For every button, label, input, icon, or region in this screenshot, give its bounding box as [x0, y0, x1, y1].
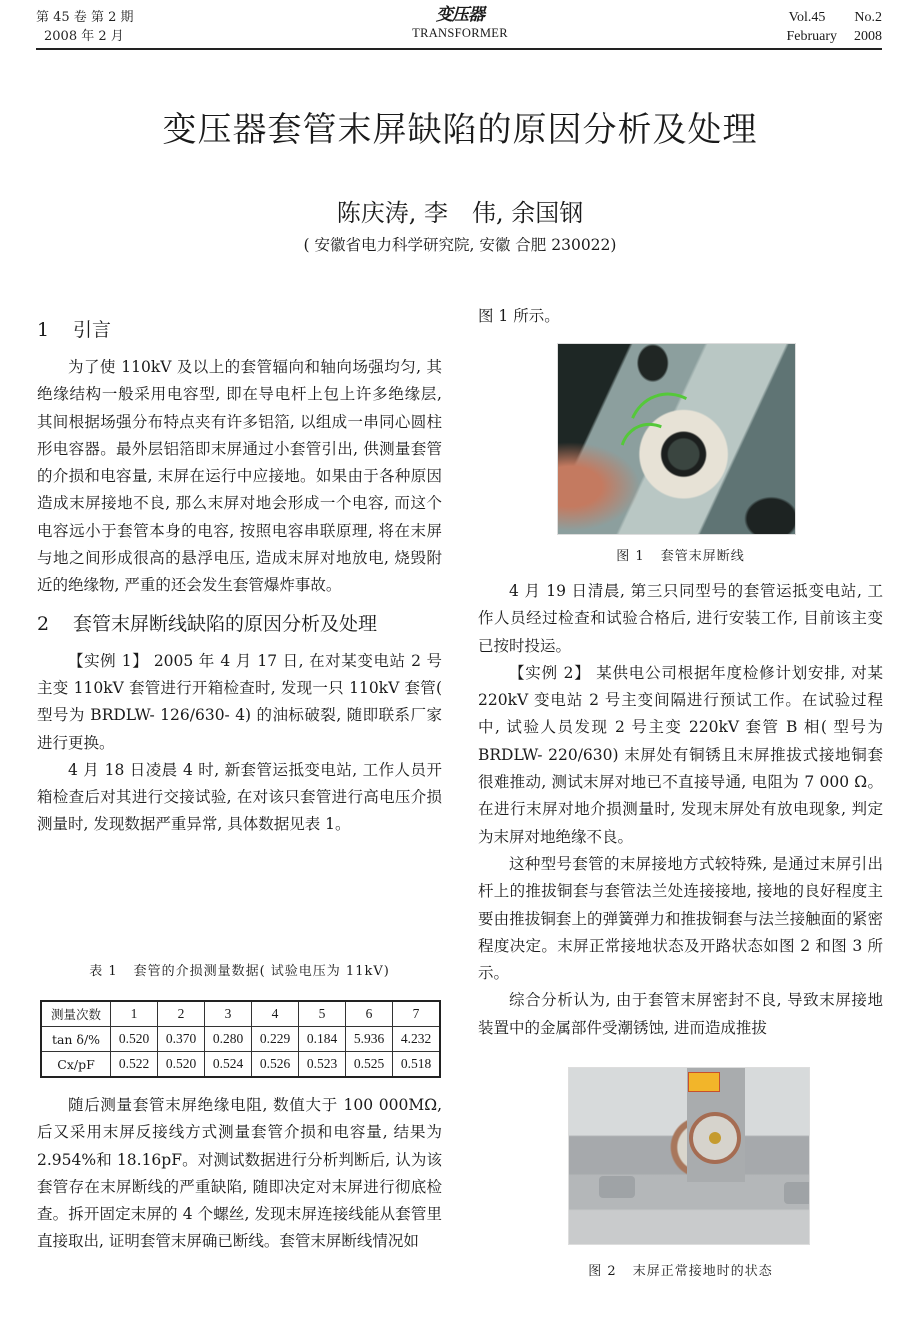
figure-2-caption — [478, 1260, 883, 1279]
right-column-top — [478, 303, 883, 330]
article-affiliation: ( 安徽省电力科学研究院, 安徽 合肥 230022) — [303, 236, 617, 254]
header-volume-issue: 第 45 卷 第 2 期 — [36, 10, 134, 25]
header-cell: 6 — [346, 1001, 393, 1027]
left-column-continued — [37, 1092, 442, 1256]
header-no: No.2 — [854, 10, 882, 25]
header-rule — [36, 48, 882, 50]
table-cell: 0.524 — [205, 1052, 252, 1078]
journal-logo: 变压器 — [436, 5, 484, 25]
header-journal — [0, 6, 920, 41]
table-cell: 0.370 — [158, 1027, 205, 1052]
data-table — [40, 1000, 441, 1078]
flange-bolt — [784, 1182, 810, 1204]
left-column — [37, 318, 442, 839]
paragraph: 【实例 1】 2005 年 4 月 17 日, 在对某变电站 2 号主变 110kV 套管进行开箱检查时, 发现一只 110kV 套管( 型号为 BRDLW- 126/630- 4) 的油标破裂, 随即联系厂家进行更换。 — [37, 651, 442, 752]
journal-name-en: TRANSFORMER — [412, 26, 508, 40]
table-row — [41, 1052, 440, 1078]
article-title: 变压器套管末屏缺陷的原因分析及处理 — [162, 110, 758, 150]
table-cell: 4.232 — [393, 1027, 441, 1052]
section-title: 套管末屏断线缺陷的原因分析及处理 — [73, 612, 378, 635]
figure-number: 图 1 — [616, 549, 645, 564]
article-authors: 陈庆涛, 李 伟, 余国钢 — [336, 199, 584, 227]
paragraph: 综合分析认为, 由于套管末屏密封不良, 导致末屏接地装置中的金属部件受潮锈蚀, 进而造成推拔 — [478, 991, 883, 1037]
table-cell: 5.936 — [346, 1027, 393, 1052]
section-title: 引言 — [73, 319, 112, 341]
table-row — [41, 1027, 440, 1052]
table-cell: 0.520 — [111, 1027, 158, 1052]
paragraph: 为了使 110kV 及以上的套管辐向和轴向场强均匀, 其绝缘结构一般采用电容型, 即在导电杆上包上许多绝缘层, 其间根据场强分布特点夹有许多铝箔, 以组成一串同心圆柱形电容器。最外层铝箔即末屏通过小套管引出, 供测量套管的介损和电容量, 末屏在运行中应接地。如果由于各种原因造成末屏接地不良, 那么末屏对地会形成一个电容, 而这个电容远小于套管本身的电容, 按照电容串联原理, 将在末屏与地之间形成很高的悬浮电压, 造成末屏对地放电, 烧毁附近的绝缘物, 严重的还会发生套管爆炸事故。 — [37, 358, 442, 595]
header-year: 2008 — [854, 29, 882, 44]
paragraph: 这种型号套管的末屏接地方式较特殊, 是通过末屏引出杆上的推拔铜套与套管法兰处连接接地, 接地的良好程度主要由推拔铜套上的弹簧弹力和推拔铜套与法兰接触面的紧密程度决定。末屏正常接地状态及开路状态如图 2 和图 3 所示。 — [478, 854, 883, 983]
figure-number: 图 2 — [588, 1264, 617, 1279]
paragraph: 图 1 所示。 — [478, 307, 560, 325]
section-number: 2 — [37, 612, 50, 635]
figure-1-caption — [478, 545, 883, 564]
table-cell: 0.526 — [252, 1052, 299, 1078]
paragraph: 随后测量套管末屏绝缘电阻, 数值大于 100 000MΩ, 后又采用末屏反接线方式测量套管介损和电容量, 结果为 2.954%和 18.16pF。对测试数据进行分析判断后, 认为该套管存在末屏断线的严重缺陷, 随即决定对末屏进行彻底检查。拆开固定末屏的 4 个螺丝, 发现末屏连接线能从套管里直接取出, 证明套管末屏确已断线。套管末屏断线情况如 — [37, 1096, 442, 1251]
table-cell: 0.518 — [393, 1052, 441, 1078]
warning-label — [688, 1072, 720, 1092]
row-label: tan δ/% — [41, 1027, 111, 1052]
header-cell: 4 — [252, 1001, 299, 1027]
figure-2-photo — [568, 1067, 810, 1245]
header-vol: Vol.45 — [788, 10, 826, 25]
copper-pin — [709, 1132, 721, 1144]
table-cell: 0.525 — [346, 1052, 393, 1078]
table-cell: 0.520 — [158, 1052, 205, 1078]
header-cell: 2 — [158, 1001, 205, 1027]
header-cell: 3 — [205, 1001, 252, 1027]
header-cell: 7 — [393, 1001, 441, 1027]
table-header-row — [41, 1001, 440, 1027]
section-2-heading — [37, 612, 442, 636]
table-caption — [37, 960, 442, 979]
table-number: 表 1 — [89, 964, 118, 979]
table-cell: 0.280 — [205, 1027, 252, 1052]
right-column-body — [478, 578, 883, 1042]
table-1 — [40, 1000, 441, 1078]
section-1-heading — [37, 318, 442, 342]
figure-caption-text: 末屏正常接地时的状态 — [632, 1264, 773, 1279]
table-cell: 0.184 — [299, 1027, 346, 1052]
paragraph: 4 月 19 日清晨, 第三只同型号的套管运抵变电站, 工作人员经过检查和试验合格后, 进行安装工作, 目前该主变已按时投运。 — [478, 582, 883, 655]
header-date: 2008 年 2 月 — [44, 29, 124, 44]
table-cell: 0.523 — [299, 1052, 346, 1078]
header-cell: 1 — [111, 1001, 158, 1027]
header-cell: 5 — [299, 1001, 346, 1027]
figure-1-photo — [557, 343, 796, 535]
flange-bolt — [599, 1176, 635, 1198]
paragraph: 【实例 2】 某供电公司根据年度检修计划安排, 对某 220kV 变电站 2 号主变间隔进行预试工作。在试验过程中, 试验人员发现 2 号主变 220kV 套管 B 相( 型号为 BRDLW- 220/630) 末屏处有铜锈且末屏推拔式接地铜套很难推动, 测试末屏对地已不直接导通, 电阻为 7 000 Ω。在进行末屏对地介损测量时, 发现末屏处有放电现象, 判定为末屏对地绝缘不良。 — [478, 663, 883, 846]
row-label: Cx/pF — [41, 1052, 111, 1078]
section-number: 1 — [37, 319, 50, 341]
header-month: February — [786, 29, 837, 44]
header-volume-en — [786, 8, 882, 46]
header-cell: 测量次数 — [41, 1001, 111, 1027]
figure-caption-text: 套管末屏断线 — [660, 549, 745, 564]
table-cell: 0.229 — [252, 1027, 299, 1052]
paragraph: 4 月 18 日凌晨 4 时, 新套管运抵变电站, 工作人员开箱检查后对其进行交接试验, 在对该只套管进行高电压介损测量时, 发现数据严重异常, 具体数据见表 1。 — [37, 760, 442, 834]
table-cell: 0.522 — [111, 1052, 158, 1078]
table-caption-text: 套管的介损测量数据( 试验电压为 11kV) — [133, 964, 390, 979]
